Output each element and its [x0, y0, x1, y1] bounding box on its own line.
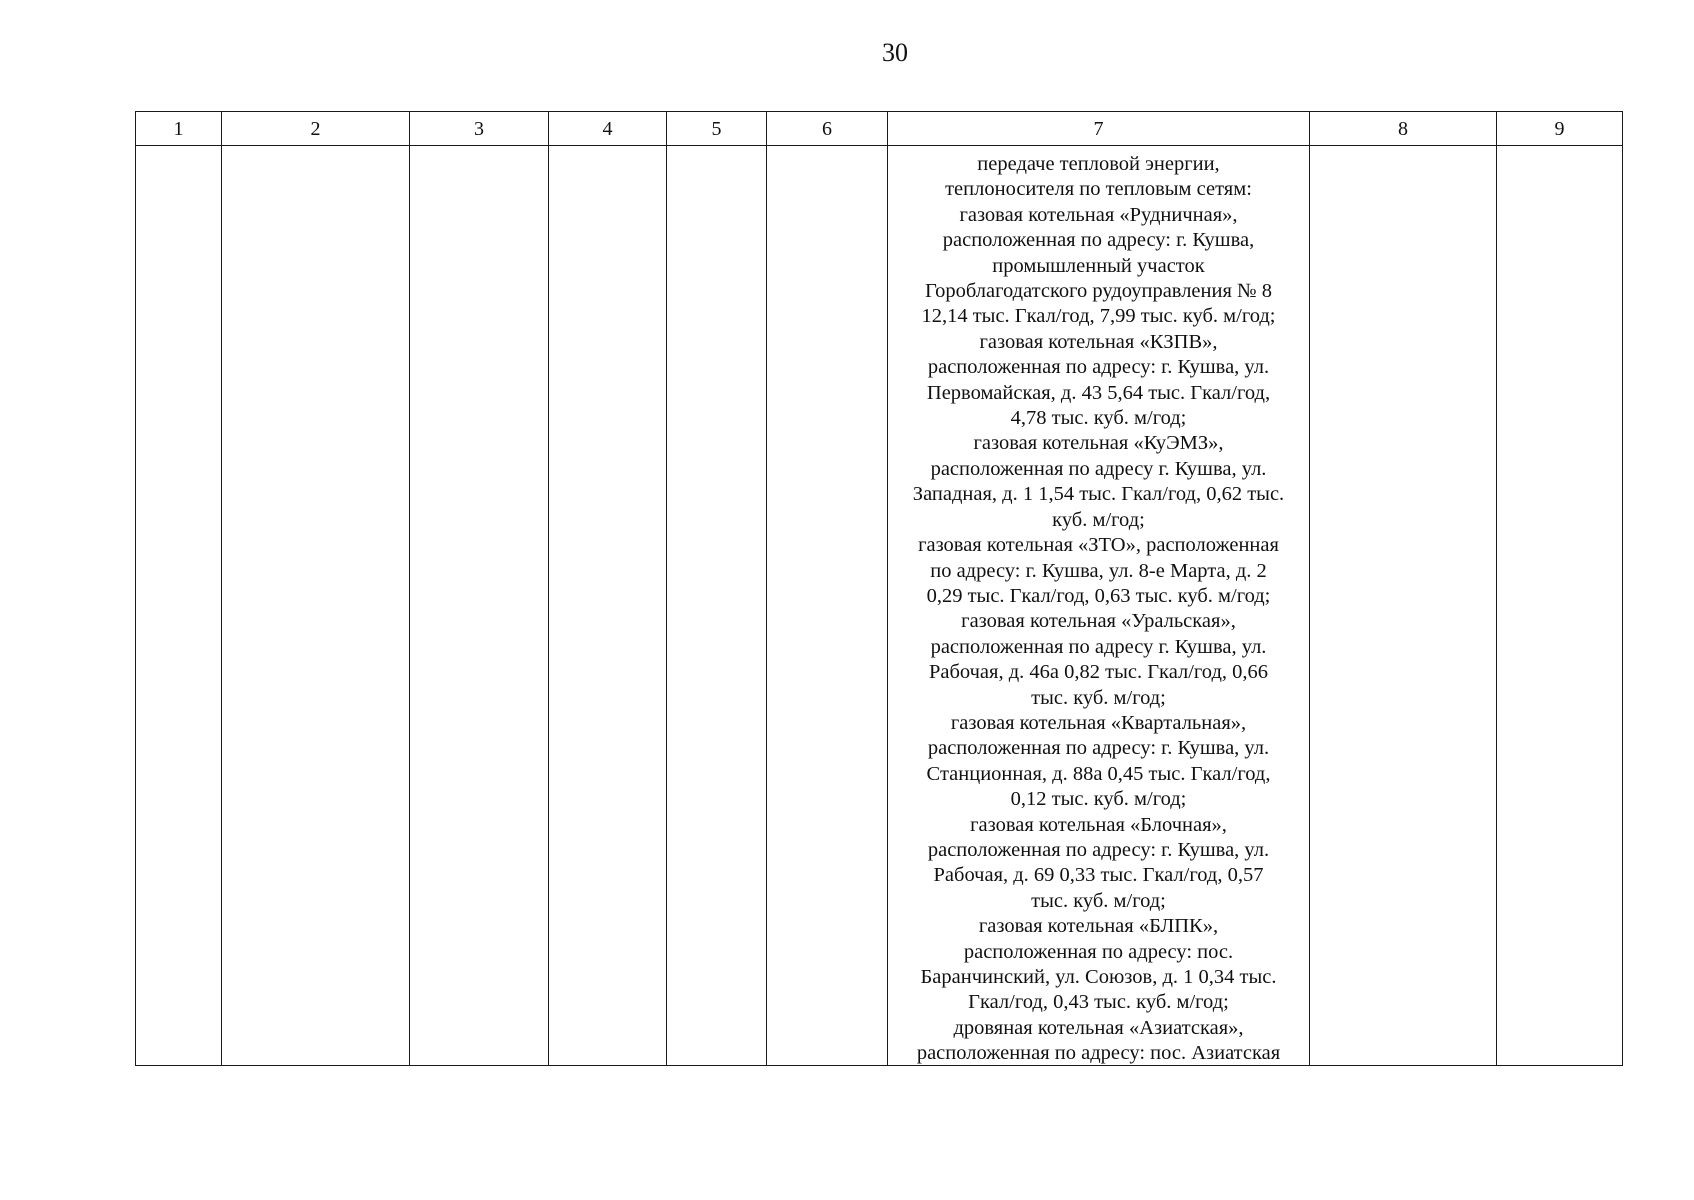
- table-row: [136, 146, 1623, 1066]
- column-header-3: 3: [410, 112, 549, 146]
- page-number: 30: [882, 38, 908, 67]
- column-header-1: 1: [136, 112, 222, 146]
- table-cell-col7: [888, 146, 1310, 1066]
- table-cell-col3: [410, 146, 549, 1066]
- column-header-8: 8: [1310, 112, 1497, 146]
- column-header-2: 2: [222, 112, 410, 146]
- table-header-row: [136, 112, 1623, 146]
- table-cell-col4: [549, 146, 667, 1066]
- boiler-list-text: передаче тепловой энергии, теплоносителя по тепловым сетям: газовая котельная «Рудничная», расположенная по адресу: г. Кушва, промышленный участок Гороблагодатского рудоуправления № 8 12,14 тыс. Гкал/год, 7,99 тыс. куб. м/год; газовая котельная «КЗПВ», расположенная по адресу: г. Кушва, ул. Первомайская, д. 43 5,64 тыс. Гкал/год, 4,78 тыс. куб. м/год; газовая котельная «КуЭМЗ», расположенная по адресу г. Кушва, ул. Западная, д. 1 1,54 тыс. Гкал/год, 0,62 тыс. куб. м/год; газовая котельная «ЗТО», расположенная по адресу: г. Кушва, ул. 8-е Марта, д. 2 0,29 тыс. Гкал/год, 0,63 тыс. куб. м/год; газовая котельная «Уральская», расположенная по адресу г. Кушва, ул. Рабочая, д. 46а 0,82 тыс. Гкал/год, 0,66 тыс. куб. м/год; газовая котельная «Квартальная», расположенная по адресу: г. Кушва, ул. Станционная, д. 88а 0,45 тыс. Гкал/год, 0,12 тыс. куб. м/год; газовая котельная «Блочная», расположенная по адресу: г. Кушва, ул. Рабочая, д. 69 0,33 тыс. Гкал/год, 0,57 тыс. куб. м/год; газовая котельная «БЛПК», расположенная по адресу: пос. Баранчинский, ул. Союзов, д. 1 0,34 тыс. Гкал/год, 0,43 тыс. куб. м/год; дровяная котельная «Азиатская», расположенная по адресу: пос. Азиатская: [912, 153, 1285, 1065]
- table-cell-col1: [136, 146, 222, 1066]
- column-header-4: 4: [549, 112, 667, 146]
- table-cell-col5: [667, 146, 767, 1066]
- column-header-6: 6: [767, 112, 888, 146]
- table-cell-col9: [1497, 146, 1623, 1066]
- column-header-9: 9: [1497, 112, 1623, 146]
- data-table: [135, 111, 1623, 1066]
- table-cell-col6: [767, 146, 888, 1066]
- table-cell-col8: [1310, 146, 1497, 1066]
- table-cell-col2: [222, 146, 410, 1066]
- column-header-7: 7: [888, 112, 1310, 146]
- column-header-5: 5: [667, 112, 767, 146]
